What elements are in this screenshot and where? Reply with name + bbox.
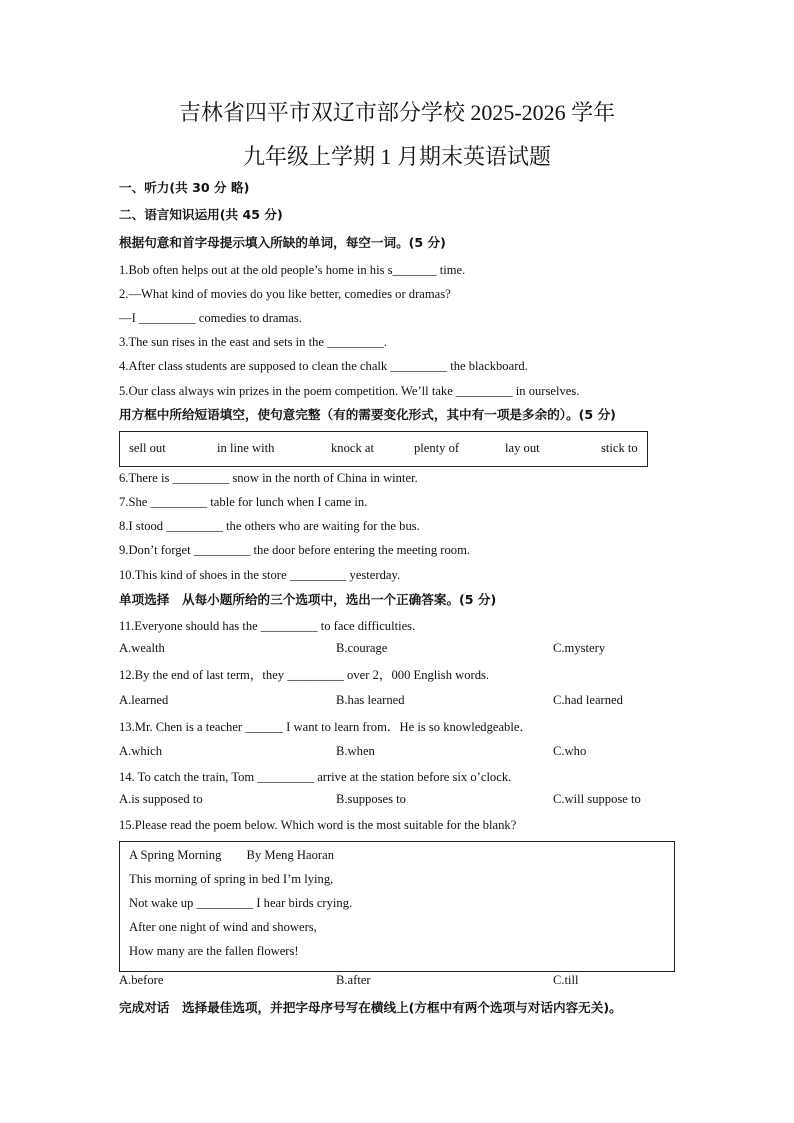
question-14: 14. To catch the train, Tom _________ arrive at the station before six o’clock.	[119, 770, 512, 784]
exam-title-line2: 九年级上学期 1 月期末英语试题	[242, 144, 551, 169]
question-8: 8.I stood _________ the others who are waiting for the bus.	[119, 519, 420, 533]
option-b: B.after	[336, 973, 371, 987]
option-c: C.mystery	[553, 641, 606, 655]
question-15: 15.Please read the poem below. Which word is the most suitable for the blank?	[119, 818, 517, 832]
question-5: 5.Our class always win prizes in the poem competition. We’ll take _________ in ourselves.	[119, 384, 580, 398]
option-a: A.before	[119, 973, 164, 987]
question-9: 9.Don’t forget _________ the door before entering the meeting room.	[119, 543, 471, 557]
poem-title-line: A Spring Morning By Meng Haoran	[129, 848, 334, 862]
section-language: 二、语言知识运用(共 45 分)	[119, 207, 283, 222]
phrase-item: lay out	[505, 441, 540, 455]
option-c: C.till	[553, 973, 579, 987]
question-3: 3.The sun rises in the east and sets in the _________.	[119, 335, 387, 349]
poem-line: This morning of spring in bed I’m lying,	[129, 872, 334, 886]
poem-line: Not wake up _________ I hear birds crying.	[129, 896, 353, 910]
question-7: 7.She _________ table for lunch when I came in.	[119, 495, 368, 509]
option-b: B.supposes to	[336, 792, 406, 806]
question-1: 1.Bob often helps out at the old people’s home in his s_______ time.	[119, 263, 466, 277]
question-10: 10.This kind of shoes in the store _________ yesterday.	[119, 568, 401, 582]
poem-line: After one night of wind and showers,	[129, 920, 317, 934]
question-12: 12.By the end of last term，they _________ over 2，000 English words.	[119, 668, 490, 682]
phrase-item: plenty of	[414, 441, 460, 455]
option-c: C.had learned	[553, 693, 623, 707]
option-a: A.wealth	[119, 641, 165, 655]
poem-box	[119, 841, 675, 972]
option-b: B.courage	[336, 641, 388, 655]
question-2: 2.—What kind of movies do you like better, comedies or dramas?	[119, 287, 451, 301]
question-11: 11.Everyone should has the _________ to face difficulties.	[119, 619, 416, 633]
option-b: B.when	[336, 744, 375, 758]
part-d-instructions: 完成对话 选择最佳选项，并把字母序号写在横线上(方框中有两个选项与对话内容无关)。	[119, 1000, 622, 1015]
option-c: C.who	[553, 744, 587, 758]
question-2-reply: —I _________ comedies to dramas.	[119, 311, 302, 325]
option-c: C.will suppose to	[553, 792, 641, 806]
poem-line: How many are the fallen flowers!	[129, 944, 299, 958]
phrase-item: sell out	[129, 441, 166, 455]
phrase-item: in line with	[217, 441, 275, 455]
phrase-box	[119, 431, 648, 467]
part-b-instructions: 用方框中所给短语填空，使句意完整（有的需要变化形式，其中有一项是多余的）。(5 分)	[119, 407, 616, 422]
question-6: 6.There is _________ snow in the north of China in winter.	[119, 471, 418, 485]
exam-title-line1: 吉林省四平市双辽市部分学校 2025-2026 学年	[178, 100, 616, 125]
phrase-item: stick to	[601, 441, 638, 455]
option-a: A.is supposed to	[119, 792, 203, 806]
question-13: 13.Mr. Chen is a teacher ______ I want to learn from．He is so knowledgeable．	[119, 720, 533, 734]
section-listening: 一、听力(共 30 分 略)	[119, 180, 250, 195]
phrase-item: knock at	[331, 441, 375, 455]
option-a: A.learned	[119, 693, 169, 707]
part-c-instructions: 单项选择 从每小题所给的三个选项中，选出一个正确答案。(5 分)	[119, 592, 497, 607]
option-a: A.which	[119, 744, 163, 758]
option-b: B.has learned	[336, 693, 405, 707]
question-4: 4.After class students are supposed to clean the chalk _________ the blackboard.	[119, 359, 528, 373]
part-a-instructions: 根据句意和首字母提示填入所缺的单词，每空一词。(5 分)	[119, 235, 446, 250]
